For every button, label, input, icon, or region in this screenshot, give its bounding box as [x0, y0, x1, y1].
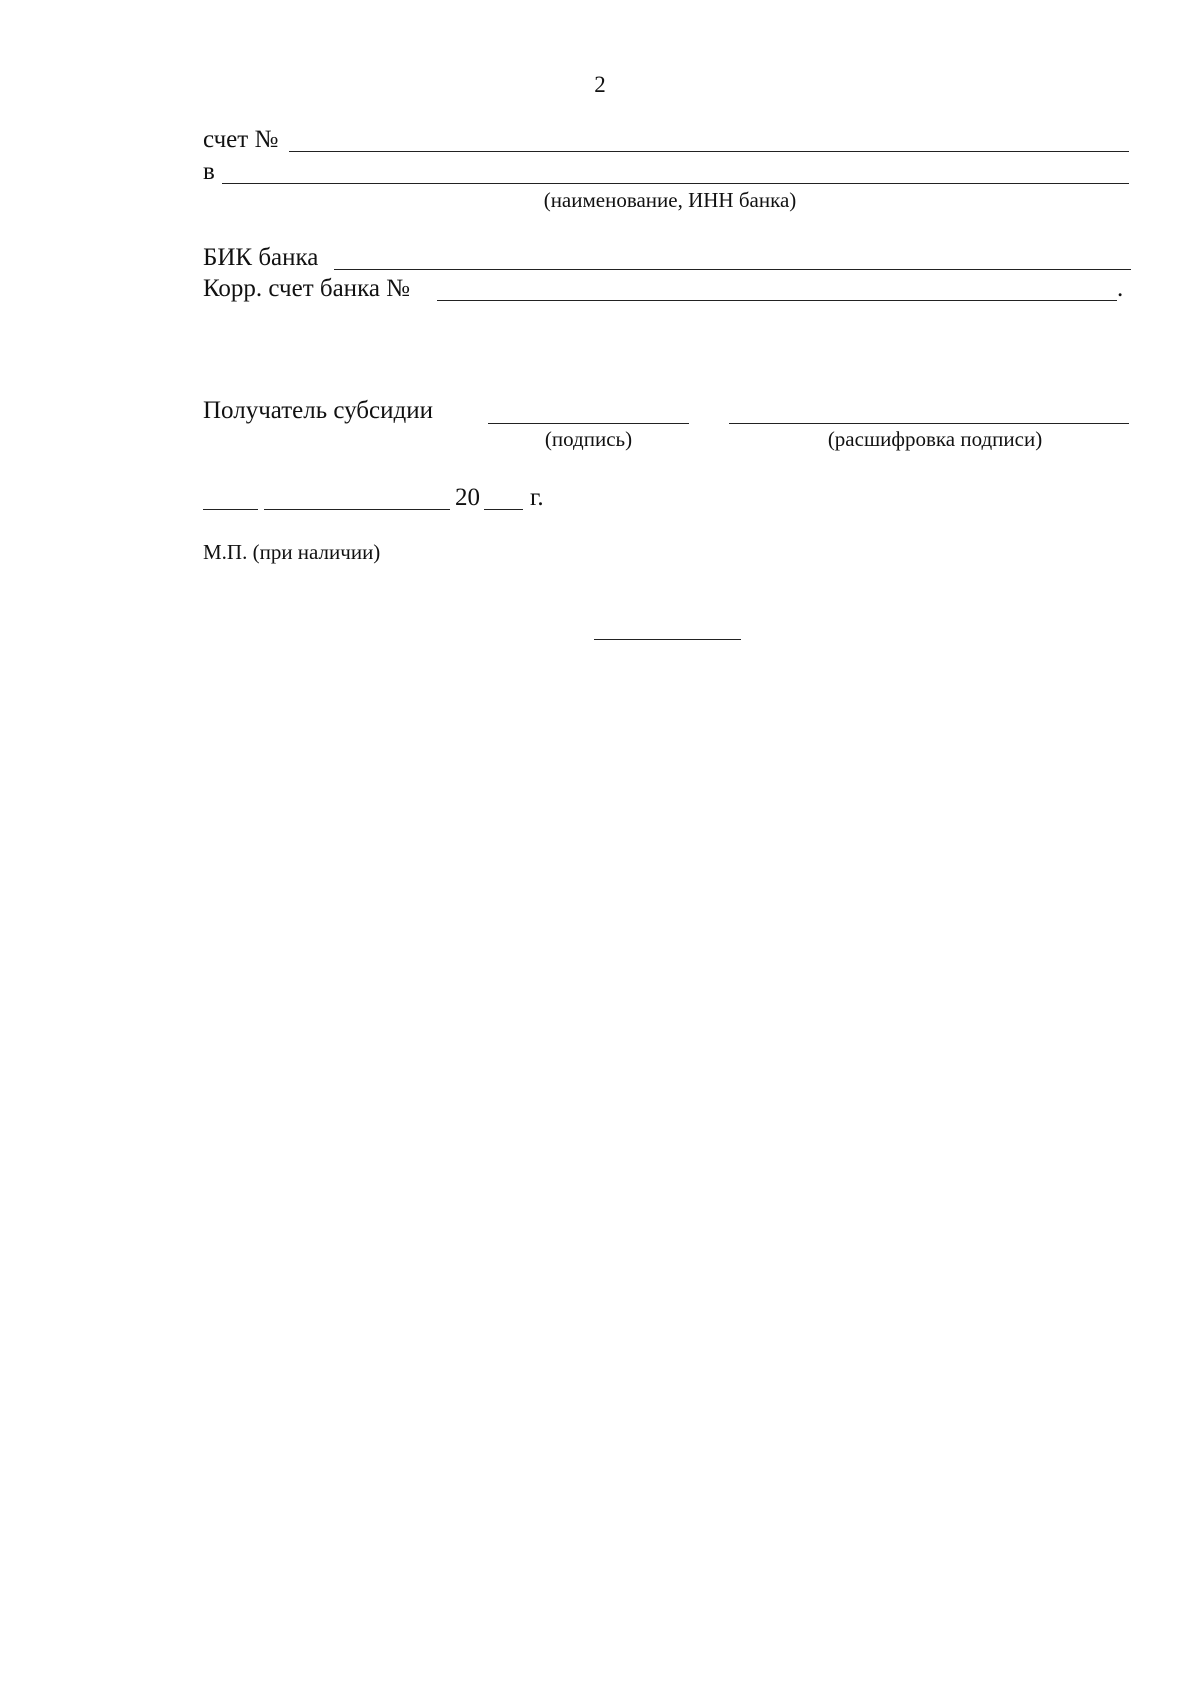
date-year-line[interactable]: [484, 509, 523, 510]
stamp-note: М.П. (при наличии): [203, 540, 381, 564]
date-year-suffix: г.: [530, 484, 544, 511]
account-number-line[interactable]: [289, 151, 1129, 152]
date-year-prefix: 20: [455, 484, 480, 511]
bik-label: БИК банка: [203, 244, 319, 271]
signature-caption: (подпись): [544, 427, 633, 451]
bank-name-caption: (наименование, ИНН банка): [543, 188, 797, 212]
closing-separator: [594, 639, 741, 640]
account-label: счет №: [203, 126, 279, 153]
page-number: 2: [594, 72, 606, 97]
bik-line[interactable]: [334, 269, 1131, 270]
date-month-line[interactable]: [264, 509, 450, 510]
corr-account-label: Корр. счет банка №: [203, 275, 411, 302]
corr-account-end: .: [1117, 275, 1124, 302]
corr-account-line[interactable]: [437, 300, 1117, 301]
bank-name-line[interactable]: [222, 183, 1129, 184]
signature-decoding-line[interactable]: [729, 423, 1129, 424]
signature-decoding-caption: (расшифровка подписи): [827, 427, 1043, 451]
recipient-label: Получатель субсидии: [203, 397, 433, 424]
bank-prefix: в: [203, 158, 215, 185]
date-day-line[interactable]: [203, 509, 258, 510]
signature-line[interactable]: [488, 423, 689, 424]
